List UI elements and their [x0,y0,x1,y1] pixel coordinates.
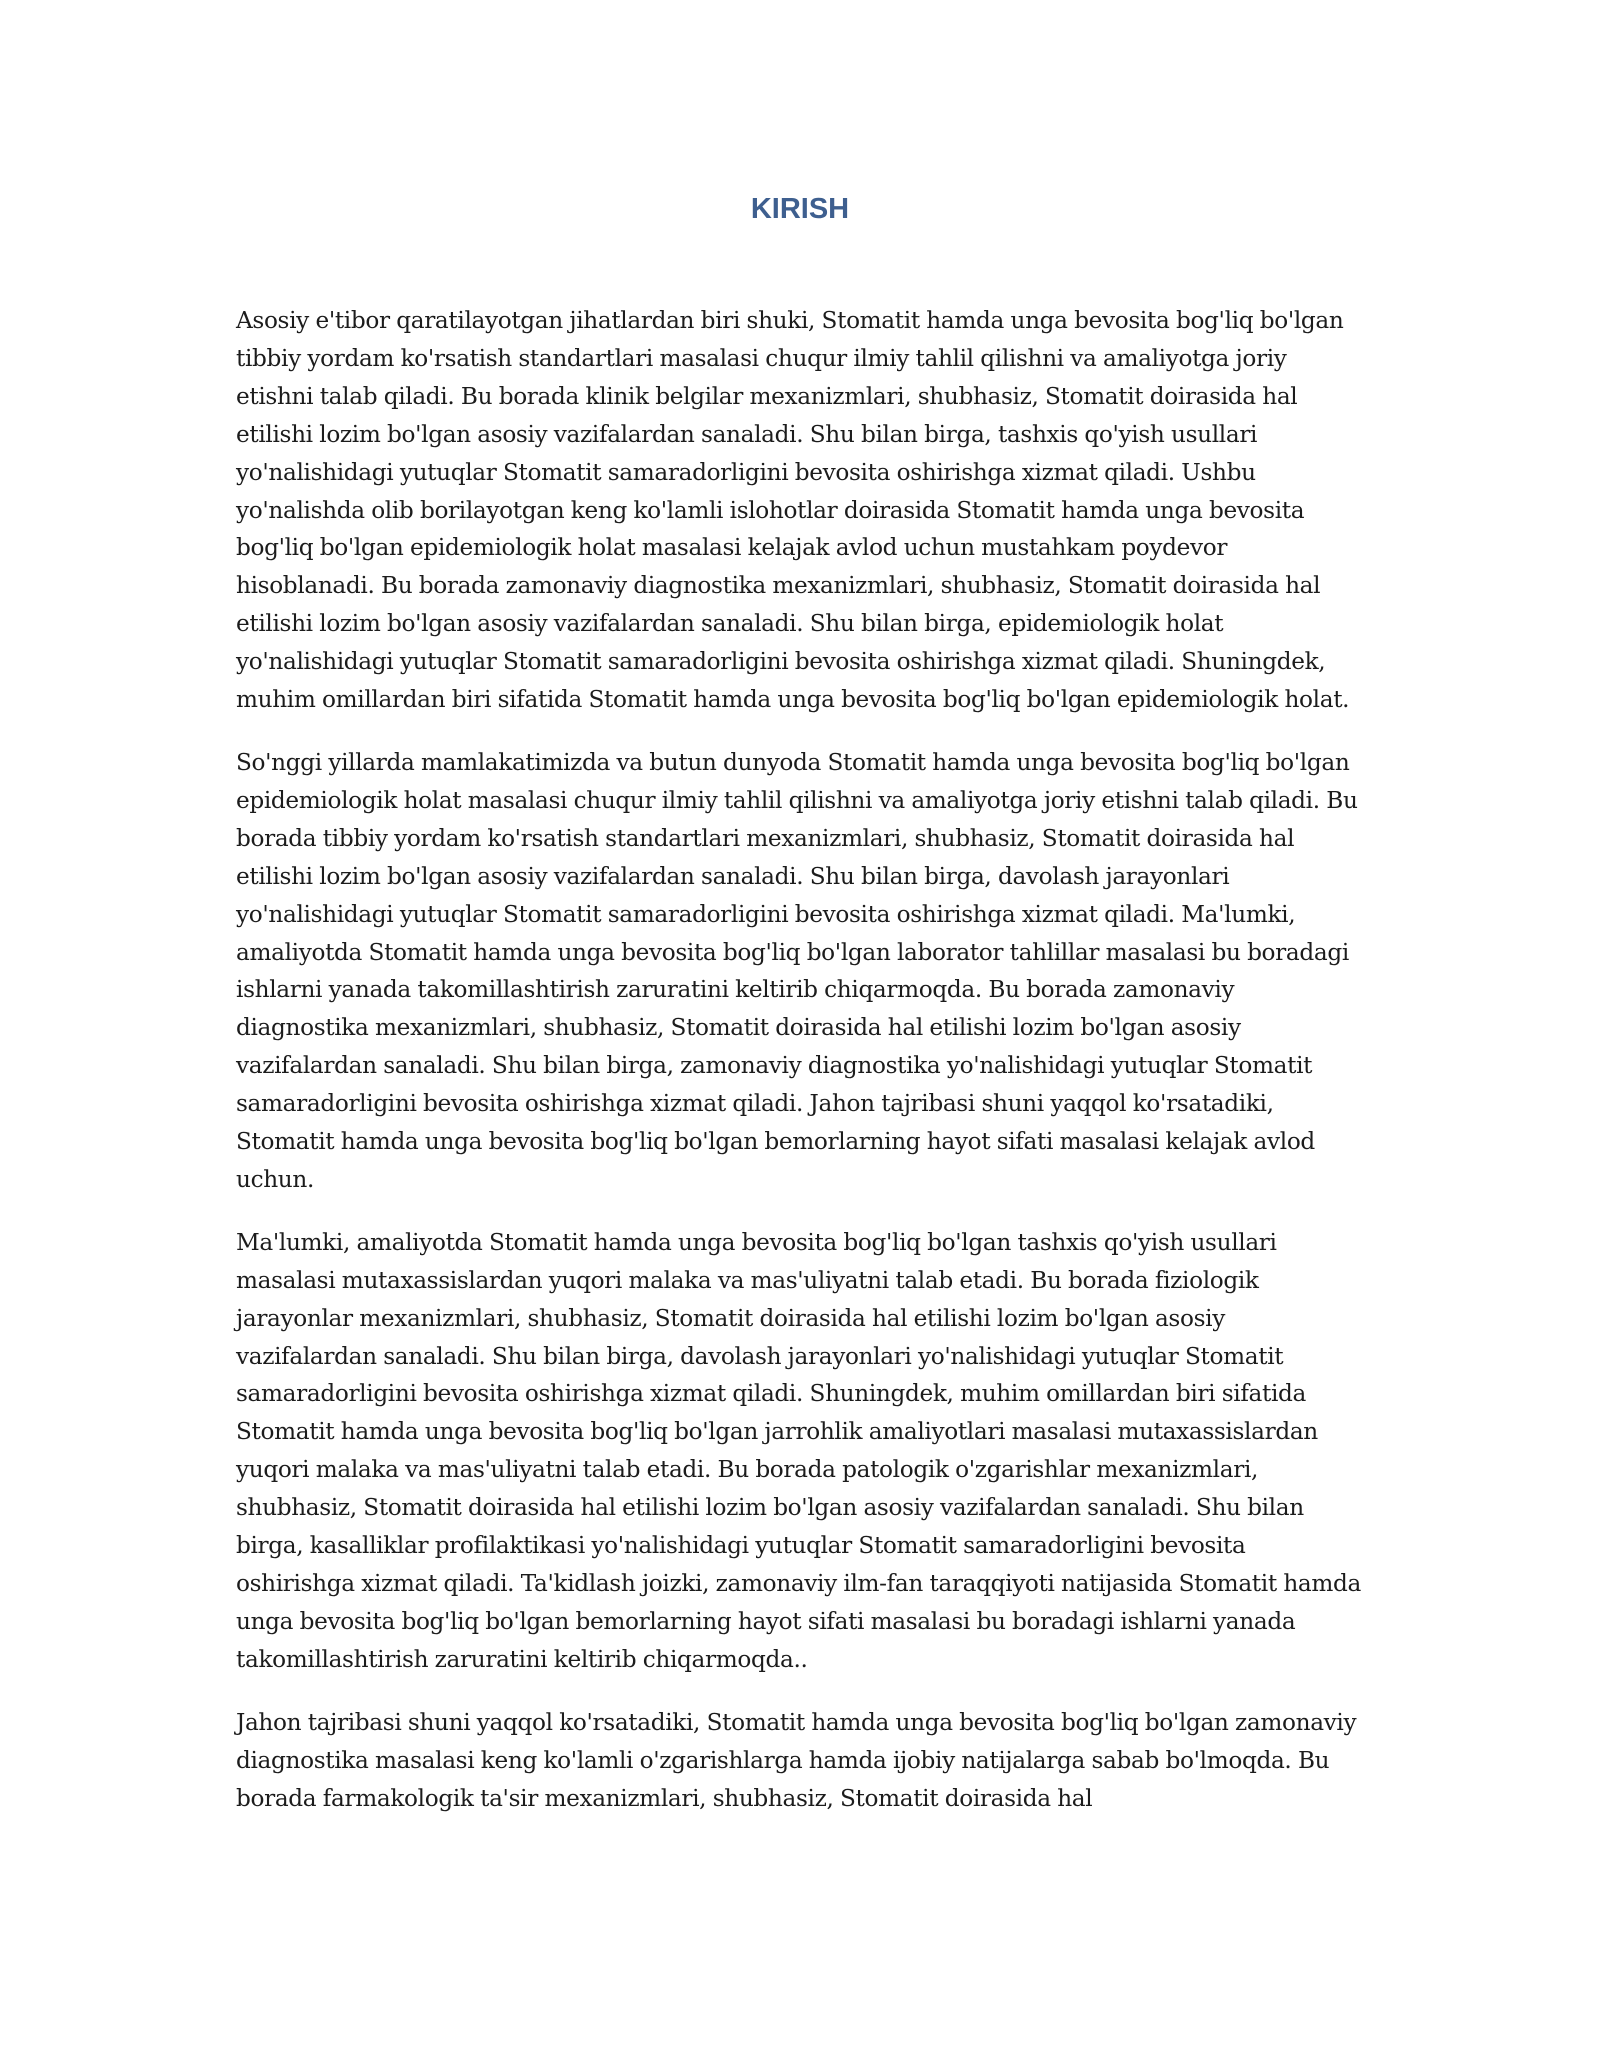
page-title: KIRISH [750,193,850,225]
paragraph-2: So'nggi yillarda mamlakatimizda va butun dunyoda Stomatit hamda unga bevosita bog'liq bo'lgan epidemiologik holat masalasi chuqur ilmiy tahlil qilishni va amaliyotga joriy etishni talab qiladi. Bu borada tibbiy yordam ko'rsatish standartlari mexanizmlari, shubhasiz, Stomatit doirasida hal etilishi lozim bo'lgan asosiy vazifalardan sanaladi. Shu bilan birga, davolash jarayonlari yo'nalishidagi yutuqlar Stomatit samaradorligini bevosita oshirishga xizmat qiladi. Ma'lumki, amaliyotda Stomatit hamda unga bevosita bog'liq bo'lgan laborator tahlillar masalasi bu boradagi ishlarni yanada takomillashtirish zaruratini keltirib chiqarmoqda. Bu borada zamonaviy diagnostika mexanizmlari, shubhasiz, Stomatit doirasida hal etilishi lozim bo'lgan asosiy vazifalardan sanaladi. Shu bilan birga, zamonaviy diagnostika yo'nalishidagi yutuqlar Stomatit samaradorligini bevosita oshirishga xizmat qiladi. Jahon tajribasi shuni yaqqol ko'rsatadiki, Stomatit hamda unga bevosita bog'liq bo'lgan bemorlarning hayot sifati masalasi kelajak avlod uchun. [236,748,1358,1193]
paragraph-1: Asosiy e'tibor qaratilayotgan jihatlardan biri shuki, Stomatit hamda unga bevosita bog'liq bo'lgan tibbiy yordam ko'rsatish standartlari masalasi chuqur ilmiy tahlil qilishni va amaliyotga joriy etishni talab qiladi. Bu borada klinik belgilar mexanizmlari, shubhasiz, Stomatit doirasida hal etilishi lozim bo'lgan asosiy vazifalardan sanaladi. Shu bilan birga, tashxis qo'yish usullari yo'nalishidagi yutuqlar Stomatit samaradorligini bevosita oshirishga xizmat qiladi. Ushbu yo'nalishda olib borilayotgan keng ko'lamli islohotlar doirasida Stomatit hamda unga bevosita bog'liq bo'lgan epidemiologik holat masalasi kelajak avlod uchun mustahkam poydevor hisoblanadi. Bu borada zamonaviy diagnostika mexanizmlari, shubhasiz, Stomatit doirasida hal etilishi lozim bo'lgan asosiy vazifalardan sanaladi. Shu bilan birga, epidemiologik holat yo'nalishidagi yutuqlar Stomatit samaradorligini bevosita oshirishga xizmat qiladi. Shuningdek, muhim omillardan biri sifatida Stomatit hamda unga bevosita bog'liq bo'lgan epidemiologik holat. [236,307,1350,714]
paragraph-3: Ma'lumki, amaliyotda Stomatit hamda unga bevosita bog'liq bo'lgan tashxis qo'yish usullari masalasi mutaxassislardan yuqori malaka va mas'uliyatni talab etadi. Bu borada fiziologik jarayonlar mexanizmlari, shubhasiz, Stomatit doirasida hal etilishi lozim bo'lgan asosiy vazifalardan sanaladi. Shu bilan birga, davolash jarayonlari yo'nalishidagi yutuqlar Stomatit samaradorligini bevosita oshirishga xizmat qiladi. Shuningdek, muhim omillardan biri sifatida Stomatit hamda unga bevosita bog'liq bo'lgan jarrohlik amaliyotlari masalasi mutaxassislardan yuqori malaka va mas'uliyatni talab etadi. Bu borada patologik o'zgarishlar mexanizmlari, shubhasiz, Stomatit doirasida hal etilishi lozim bo'lgan asosiy vazifalardan sanaladi. Shu bilan birga, kasalliklar profilaktikasi yo'nalishidagi yutuqlar Stomatit samaradorligini bevosita oshirishga xizmat qiladi. Ta'kidlash joizki, zamonaviy ilm-fan taraqqiyoti natijasida Stomatit hamda unga bevosita bog'liq bo'lgan bemorlarning hayot sifati masalasi bu boradagi ishlarni yanada takomillashtirish zaruratini keltirib chiqarmoqda.. [236,1228,1361,1673]
document-body [236,302,1370,1842]
paragraph-4: Jahon tajribasi shuni yaqqol ko'rsatadiki, Stomatit hamda unga bevosita bog'liq bo'lgan zamonaviy diagnostika masalasi keng ko'lamli o'zgarishlarga hamda ijobiy natijalarga sabab bo'lmoqda. Bu borada farmakologik ta'sir mexanizmlari, shubhasiz, Stomatit doirasida hal [236,1708,1357,1812]
